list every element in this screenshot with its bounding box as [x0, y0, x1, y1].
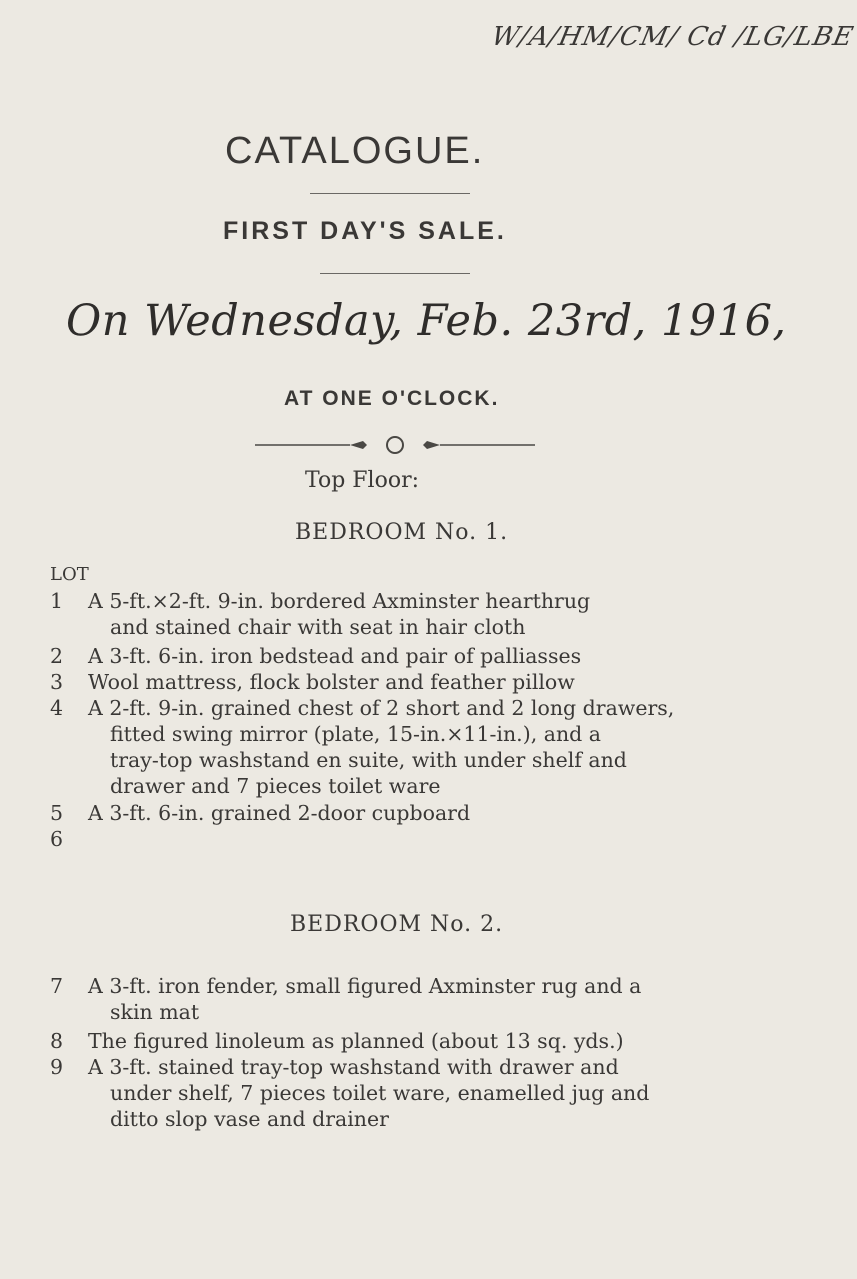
lot-item	[50, 695, 770, 799]
lot-item	[50, 588, 770, 640]
lot-description-line: The figured linoleum as planned (about 13 sq. yds.)	[88, 1029, 624, 1053]
lot-description-line: A 2-ft. 9-in. grained chest of 2 short and 2 long drawers,	[88, 696, 675, 720]
ornament-divider-icon	[255, 432, 535, 458]
lot-number: 8	[50, 1029, 64, 1053]
floor-heading: Top Floor:	[305, 468, 420, 493]
lot-description-line: A 5-ft.×2-ft. 9-in. bordered Axminster hearthrug	[88, 589, 591, 613]
lot-description-line: ditto slop vase and drainer	[110, 1107, 389, 1131]
lot-item	[50, 1028, 770, 1054]
lot-item	[50, 1054, 770, 1132]
lot-description-line: drawer and 7 pieces toilet ware	[110, 774, 441, 798]
lot-number: 9	[50, 1055, 64, 1079]
lot-description-line: Wool mattress, flock bolster and feather pillow	[88, 670, 575, 694]
lot-description-line: under shelf, 7 pieces toilet ware, enamelled jug and	[110, 1081, 650, 1105]
lot-number: 2	[50, 644, 64, 668]
lot-number: 4	[50, 696, 64, 720]
lot-item	[50, 973, 770, 1025]
lot-number: 7	[50, 974, 64, 998]
lot-description-line: and stained chair with seat in hair cloth	[110, 615, 526, 639]
sale-date: On Wednesday, Feb. 23rd, 1916,	[66, 296, 787, 346]
lot-description-line: fitted swing mirror (plate, 15-in.×11-in.), and a	[110, 722, 602, 746]
room-heading: BEDROOM No. 2.	[290, 912, 504, 937]
lot-item	[50, 669, 770, 695]
lot-number: 5	[50, 801, 64, 825]
lot-item	[50, 643, 770, 669]
lot-description-line: A 3-ft. 6-in. iron bedstead and pair of palliasses	[88, 644, 582, 668]
lot-description-line: A 3-ft. iron fender, small figured Axminster rug and a	[88, 974, 642, 998]
lot-description-line: A 3-ft. 6-in. grained 2-door cupboard	[88, 801, 471, 825]
page-title: CATALOGUE.	[225, 130, 485, 172]
handwritten-annotation: W/A/HM/CM/ Cd /LG/LBE	[488, 22, 857, 52]
title-divider	[310, 193, 470, 194]
sale-time: AT ONE O'CLOCK.	[284, 387, 500, 410]
sale-subtitle: FIRST DAY'S SALE.	[223, 217, 507, 245]
lot-number: 6	[50, 827, 64, 851]
lot-column-header: LOT	[50, 564, 89, 585]
lot-description-line: skin mat	[110, 1000, 200, 1024]
lot-number: 1	[50, 589, 64, 613]
room-heading: BEDROOM No. 1.	[295, 520, 509, 545]
lot-description-line: A 3-ft. stained tray-top washstand with drawer and	[88, 1055, 619, 1079]
subtitle-divider	[320, 273, 470, 274]
lot-number: 3	[50, 670, 64, 694]
lot-item	[50, 800, 770, 826]
lot-description-line: tray-top washstand en suite, with under shelf and	[110, 748, 627, 772]
